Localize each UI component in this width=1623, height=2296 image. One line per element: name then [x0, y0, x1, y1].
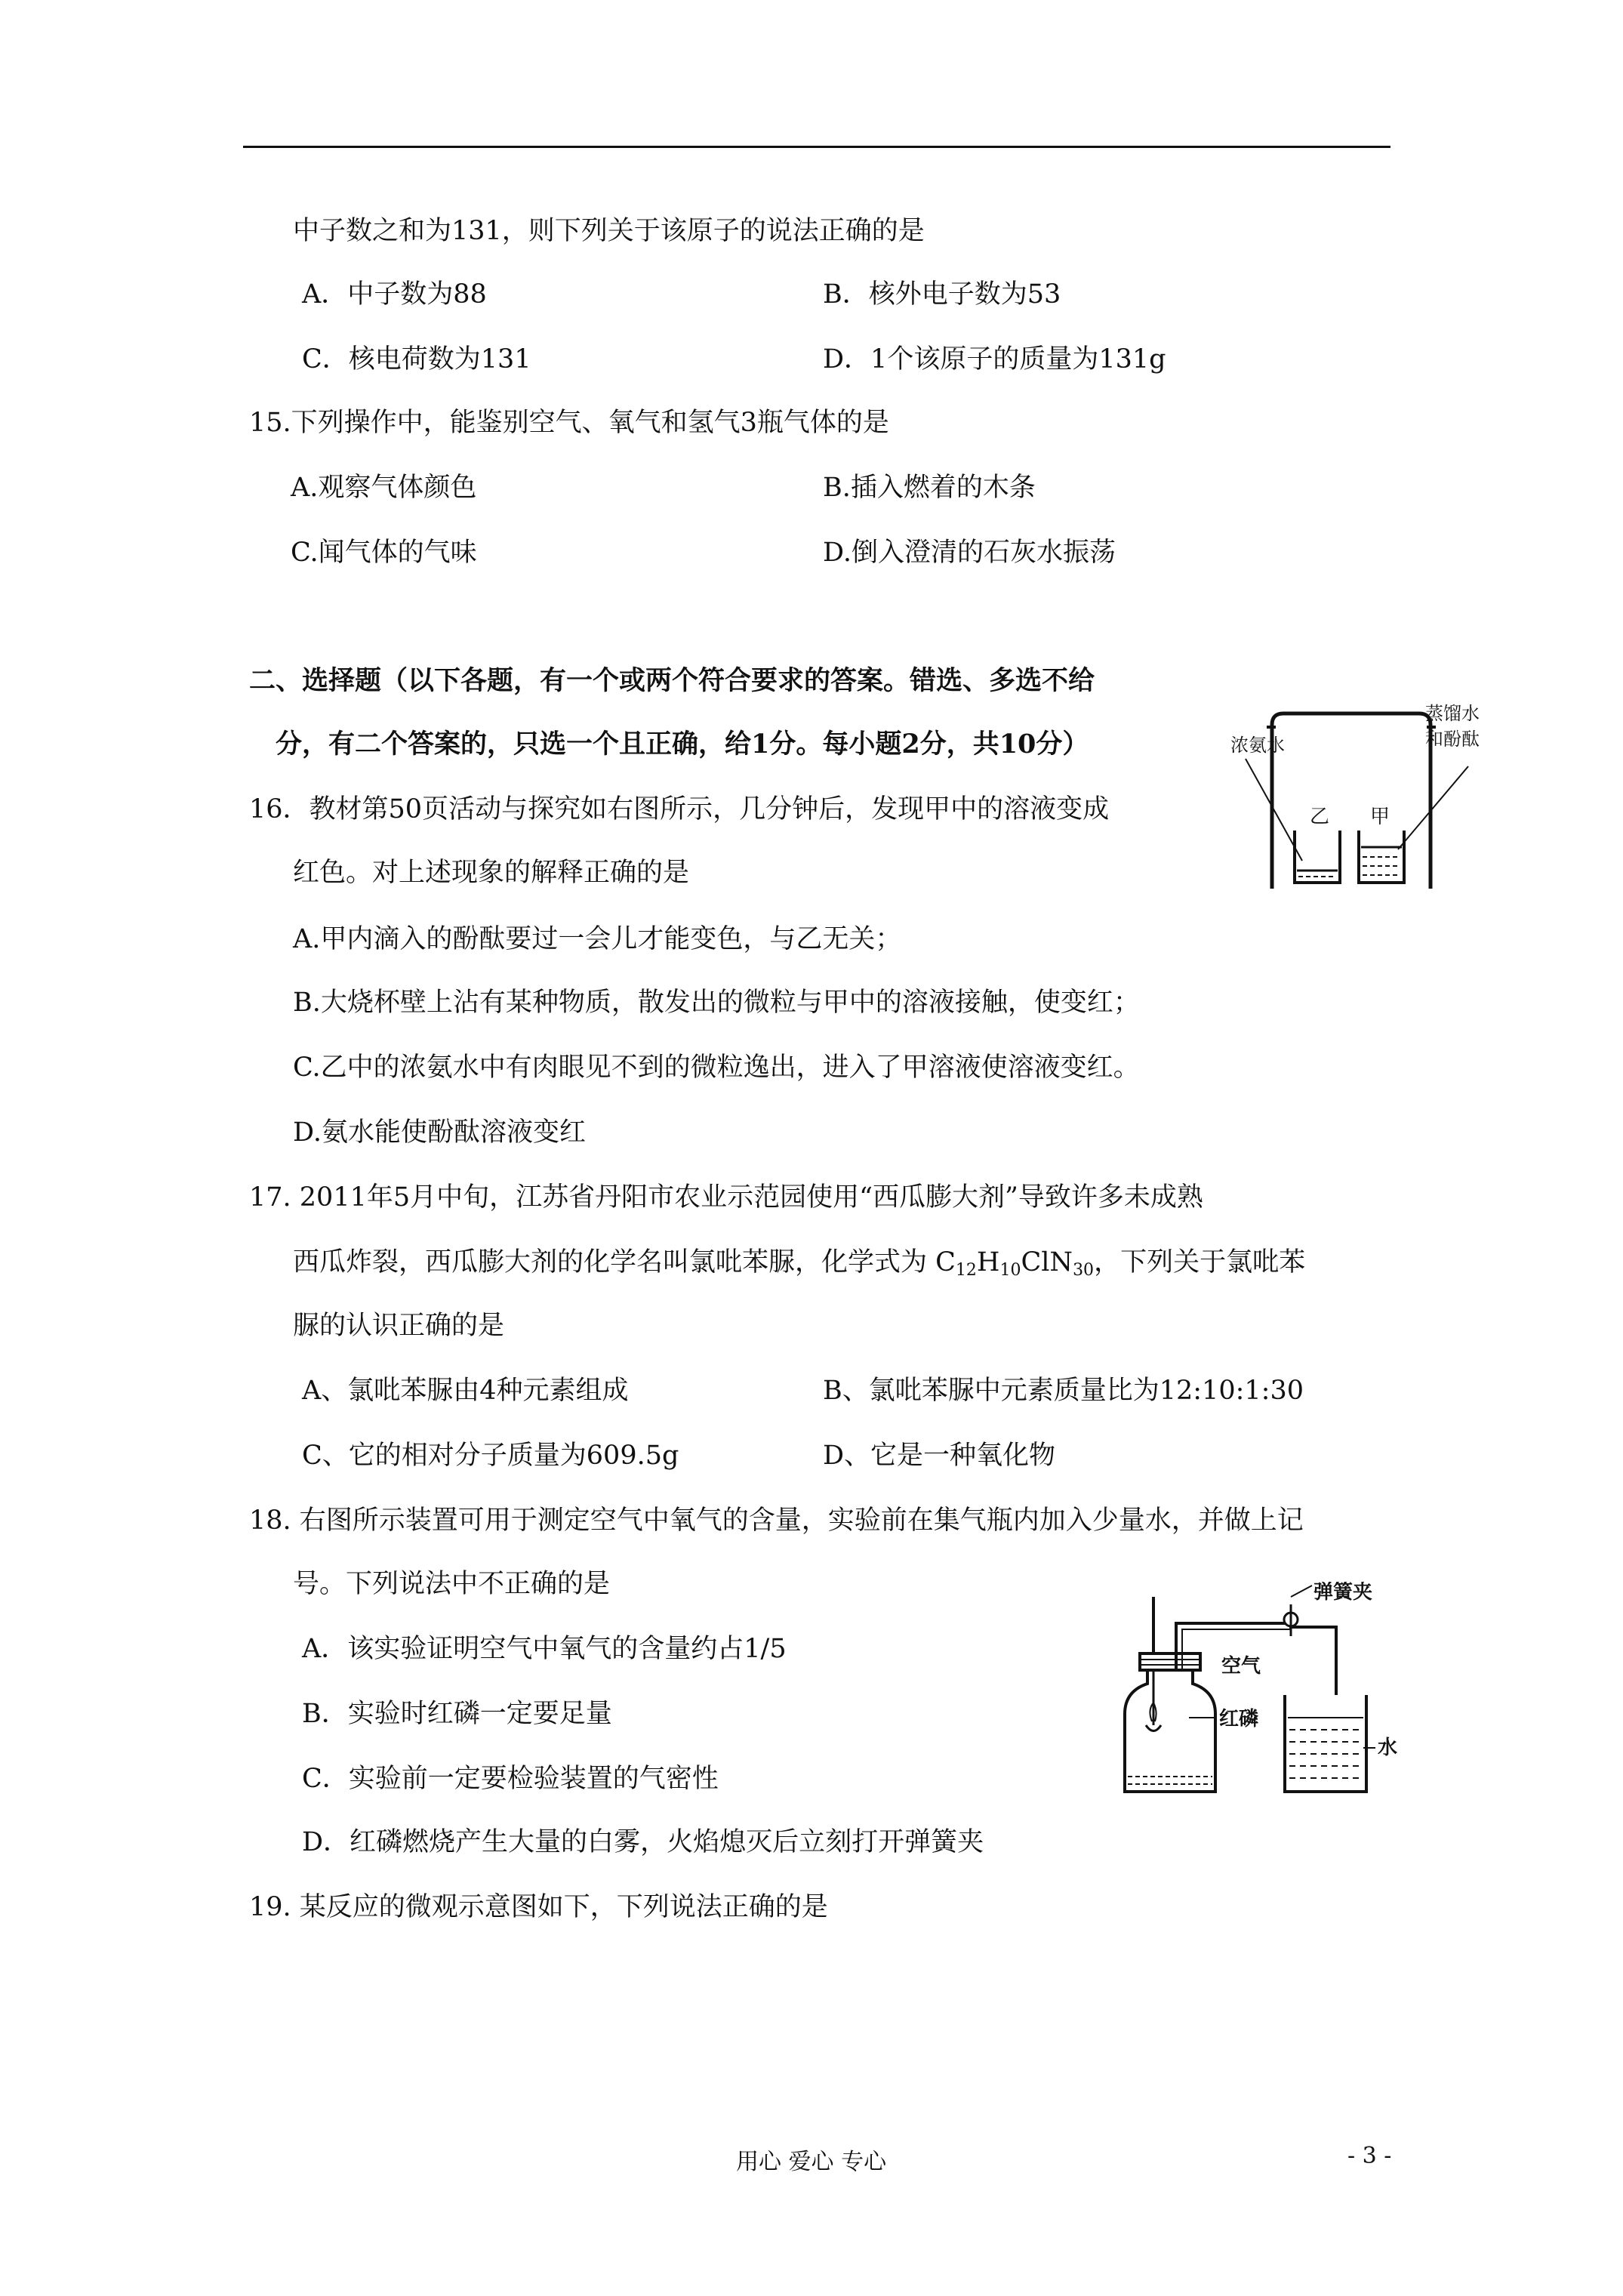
footer-motto: 用心 爱心 专心 — [736, 2149, 887, 2175]
q14-option-b: B．核外电子数为53 — [823, 279, 1061, 310]
q18-option-d: D．红磷燃烧产生大量的白雾，火焰熄灭后立刻打开弹簧夹 — [302, 1827, 984, 1857]
gas-collecting-bottle — [1125, 1670, 1215, 1792]
label-distilled-water: 蒸馏水 — [1425, 703, 1480, 724]
q15-stem: 15.下列操作中，能鉴别空气、氧气和氢气3瓶气体的是 — [249, 408, 889, 438]
q19-stem: 19. 某反应的微观示意图如下，下列说法正确的是 — [249, 1892, 828, 1922]
label-phenolphthalein: 和酚酞 — [1425, 729, 1480, 750]
q17-stem-line1: 17. 2011年5月中旬，江苏省丹阳市农业示范园使用“西瓜膨大剂”导致许多未成熟 — [249, 1182, 1203, 1213]
q16-option-b: B.大烧杯壁上沾有某种物质，散发出的微粒与甲中的溶液接触，使变红； — [293, 988, 1140, 1018]
water-beaker — [1285, 1695, 1366, 1792]
q17-stem-line3: 脲的认识正确的是 — [293, 1311, 505, 1341]
q15-option-d: D.倒入澄清的石灰水振荡 — [823, 538, 1116, 568]
q15-option-c: C.闻气体的气味 — [291, 538, 477, 568]
label-concentrated-ammonia: 浓氨水 — [1230, 735, 1285, 756]
ammonia-diffusion-figure — [1230, 698, 1483, 895]
q17-option-d: D、它是一种氧化物 — [823, 1441, 1056, 1471]
q18-option-c: C．实验前一定要检验装置的气密性 — [302, 1764, 719, 1794]
beaker-yi — [1295, 831, 1340, 883]
page-number: - 3 - — [1347, 2143, 1392, 2169]
q16-option-d: D.氨水能使酚酞溶液变红 — [293, 1117, 586, 1148]
label-air: 空气 — [1221, 1655, 1261, 1678]
section2-heading-line1: 二、选择题（以下各题，有一个或两个符合要求的答案。错选、多选不给 — [249, 665, 1095, 696]
q14-option-d: D．1个该原子的质量为131g — [823, 344, 1166, 374]
q14-option-c: C．核电荷数为131 — [302, 344, 531, 374]
q16-option-c: C.乙中的浓氨水中有肉眼见不到的微粒逸出，进入了甲溶液使溶液变红。 — [293, 1052, 1140, 1083]
q14-option-a: A．中子数为88 — [302, 279, 487, 310]
combustion-spoon — [1146, 1725, 1161, 1731]
label-water: 水 — [1378, 1737, 1398, 1759]
q15-option-b: B.插入燃着的木条 — [823, 473, 1036, 503]
header-rule — [243, 146, 1390, 148]
q16-option-a: A.甲内滴入的酚酞要过一会儿才能变色，与乙无关； — [293, 924, 902, 954]
q14-stem: 中子数之和为131，则下列关于该原子的说法正确的是 — [293, 216, 925, 246]
q17-option-c: C、它的相对分子质量为609.5g — [302, 1441, 679, 1471]
q18-option-a: A．该实验证明空气中氧气的含量约占1/5 — [302, 1634, 787, 1664]
q16-stem-line1: 16．教材第50页活动与探究如右图所示，几分钟后，发现甲中的溶液变成 — [249, 794, 1110, 824]
q18-stem-line2: 号。下列说法中不正确的是 — [293, 1569, 611, 1599]
q16-stem-line2: 红色。对上述现象的解释正确的是 — [293, 858, 690, 888]
q18-option-b: B．实验时红磷一定要足量 — [302, 1699, 612, 1729]
q17-option-a: A、氯吡苯脲由4种元素组成 — [302, 1376, 629, 1406]
oxygen-content-apparatus-figure — [1110, 1582, 1412, 1808]
section2-heading-line2: 分，有二个答案的，只选一个且正确，给1分。每小题2分，共10分） — [276, 729, 1089, 760]
label-red-phosphorus: 红磷 — [1219, 1708, 1259, 1730]
q15-option-a: A.观察气体颜色 — [291, 473, 477, 503]
label-beaker-jia: 甲 — [1370, 806, 1390, 828]
q18-stem-line1: 18. 右图所示装置可用于测定空气中氧气的含量，实验前在集气瓶内加入少量水，并做上记 — [249, 1505, 1304, 1536]
label-beaker-yi: 乙 — [1310, 806, 1330, 828]
q17-stem-line2: 西瓜炸裂，西瓜膨大剂的化学名叫氯吡苯脲，化学式为 $C_{12}H_{10}ClN_{30}$，下列关于氯吡苯 — [293, 1247, 1306, 1280]
q17-option-b: B、氯吡苯脲中元素质量比为12:10:1:30 — [823, 1376, 1304, 1406]
label-spring-clamp: 弹簧夹 — [1313, 1582, 1373, 1604]
